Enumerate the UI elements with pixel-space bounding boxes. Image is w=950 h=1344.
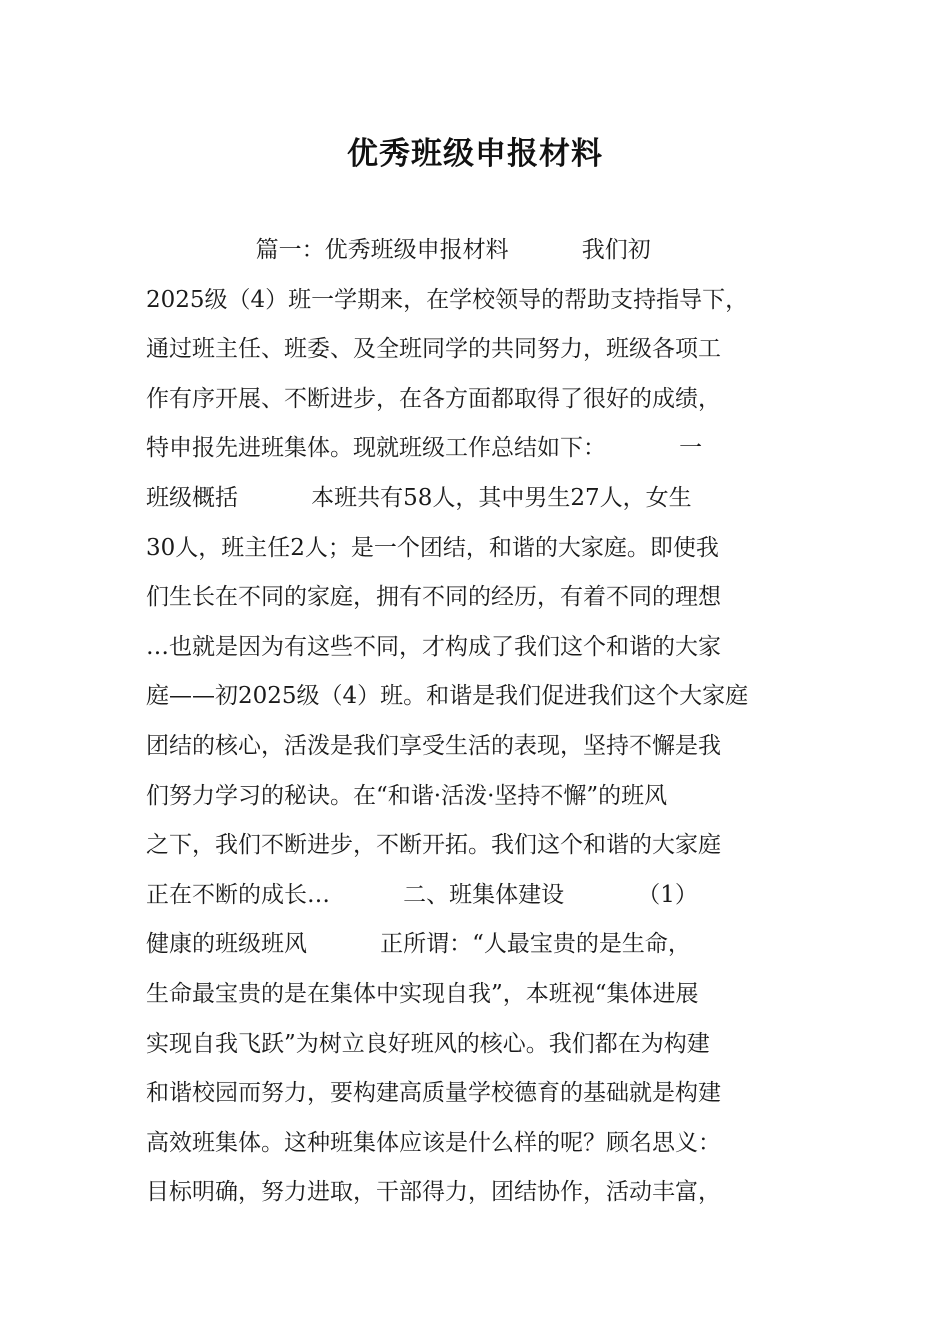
body-line: 们努力学习的秘诀。在“和谐·活泼·坚持不懈”的班风 (146, 782, 668, 809)
body-line: 生命最宝贵的是在集体中实现自我”，本班视“集体进展 (146, 980, 699, 1007)
document-body (146, 226, 810, 1218)
body-line: 和谐校园而努力，要构建高质量学校德育的基础就是构建 (146, 1080, 721, 1107)
body-line: 正在不断的成长… 二、班集体建设 （1） (146, 881, 698, 908)
document-title: 优秀班级申报材料 (347, 136, 603, 172)
body-line: 团结的核心，活泼是我们享受生活的表现，坚持不懈是我 (146, 732, 721, 759)
body-line: 班级概括 本班共有58人，其中男生27人，女生 (146, 484, 692, 511)
body-line: 高效班集体。这种班集体应该是什么样的呢？顾名思义： (146, 1129, 721, 1156)
body-line: 庭——初2025级（4）班。和谐是我们促进我们这个大家庭 (146, 683, 749, 710)
body-line: 实现自我飞跃”为树立良好班风的核心。我们都在为构建 (146, 1030, 710, 1057)
body-line: …也就是因为有这些不同，才构成了我们这个和谐的大家 (146, 633, 721, 660)
body-line: 目标明确，努力进取，干部得力，团结协作，活动丰富， (146, 1179, 721, 1206)
body-line: 2025级（4）班一学期来，在学校领导的帮助支持指导下， (146, 286, 749, 313)
body-line: 通过班主任、班委、及全班同学的共同努力，班级各项工 (146, 336, 721, 363)
body-line: 健康的班级班风 正所谓：“人最宝贵的是生命， (146, 931, 691, 958)
body-line: 之下，我们不断进步，不断开拓。我们这个和谐的大家庭 (146, 832, 721, 859)
body-line: 们生长在不同的家庭，拥有不同的经历，有着不同的理想 (146, 584, 721, 611)
body-line: 篇一：优秀班级申报材料 我们初 (146, 237, 651, 263)
body-line: 作有序开展、不断进步，在各方面都取得了很好的成绩， (146, 385, 721, 412)
body-line: 特申报先进班集体。现就班级工作总结如下： 一 (146, 435, 703, 462)
body-line: 30人，班主任2人；是一个团结，和谐的大家庭。即使我 (146, 534, 719, 561)
